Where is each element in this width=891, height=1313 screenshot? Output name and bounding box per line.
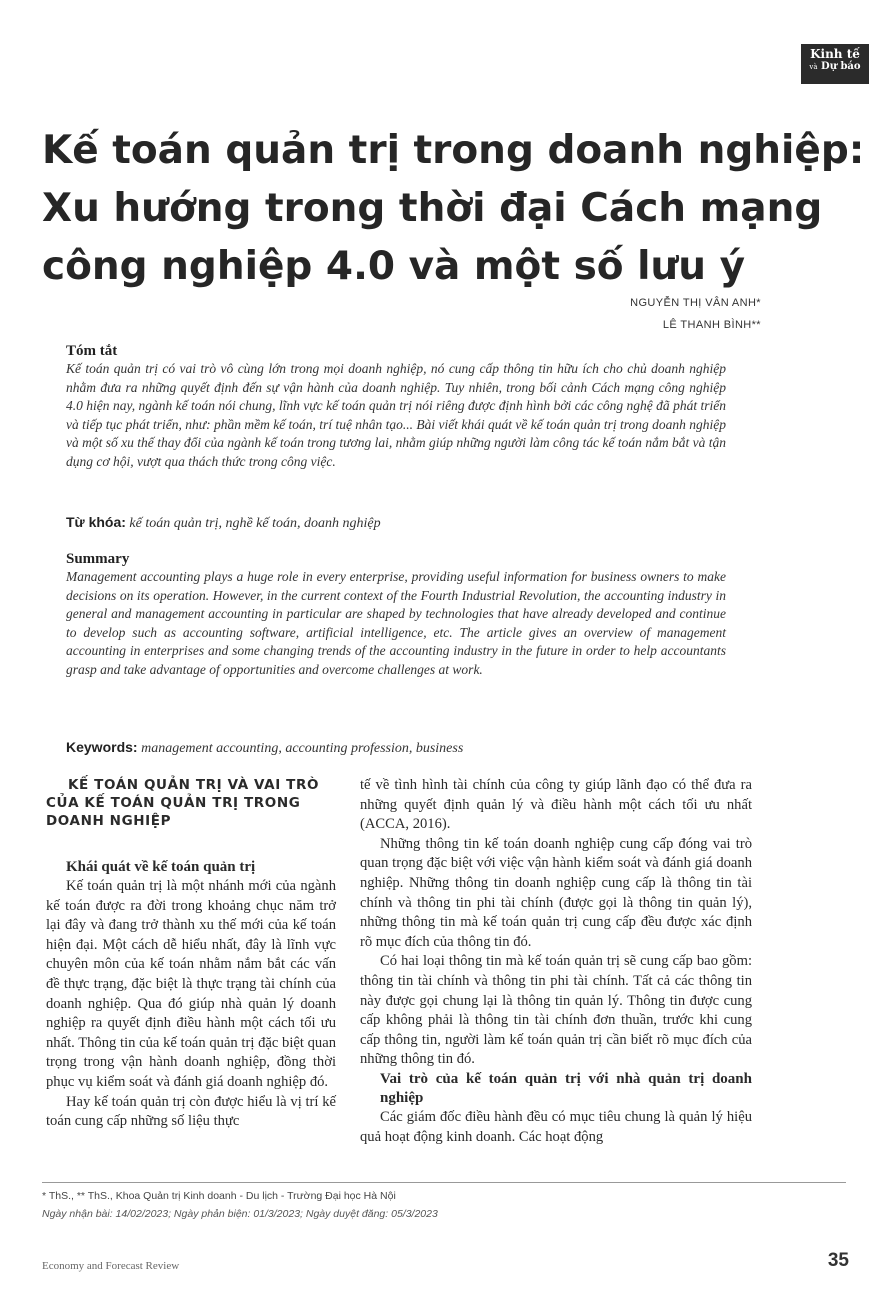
subheading-overview: Khái quát về kế toán quản trị	[66, 859, 256, 875]
journal-name: Economy and Forecast Review	[42, 1260, 180, 1272]
article-dates: Ngày nhận bài: 14/02/2023; Ngày phản biện: 01/3/2023; Ngày duyệt đăng: 05/3/2023	[42, 1208, 438, 1220]
title-line-1: Kế toán quản trị trong doanh nghiệp:	[42, 128, 865, 173]
section-heading-line-1: KẾ TOÁN QUẢN TRỊ VÀ VAI TRÒ	[68, 777, 320, 793]
abstract-vi-heading: Tóm tắt	[66, 343, 118, 359]
logo-line-1: Kinh tế	[810, 47, 860, 61]
title-line-3: công nghiệp 4.0 và một số lưu ý	[42, 244, 746, 289]
paragraph: Các giám đốc điều hành đều có mục tiêu chung là quản lý hiệu quả hoạt động kinh doanh. Các hoạt động	[360, 1108, 752, 1145]
authors	[630, 292, 761, 336]
paragraph: tế về tình hình tài chính của công ty giúp lãnh đạo có thể đưa ra những quyết định quản lý và điều hành một cách tối ưu nhất (ACCA, 2016).	[360, 777, 752, 833]
paragraph: Những thông tin kế toán doanh nghiệp cung cấp đóng vai trò quan trọng đặc biệt với việc vận hành kiểm soát và đánh giá doanh nghiệp. Những thông tin doanh nghiệp cung cấp là thông tin tài chính và thông tin phi tài chính (được gọi là thông tin quản lý), những thông tin mà kế toán quản trị cung cấp đều được xác định rõ mục đích của thông tin đó.	[360, 835, 752, 950]
abstract-en-heading: Summary	[66, 551, 130, 567]
paragraph: Có hai loại thông tin mà kế toán quản trị sẽ cung cấp bao gồm: thông tin tài chính và thông tin phi tài chính. Tất cả các thông tin này được gọi chung lại là thông tin quản lý. Thông tin được cung cấp không phải là thông tin tài chính đơn thuần, trước khi cung cấp thông tin, người làm kế toán quản trị cần biết rõ mục đích của những thông tin đó.	[360, 953, 752, 1068]
logo-line-2-small: và	[809, 63, 818, 71]
journal-logo	[801, 44, 869, 84]
abstract-vi-text: Kế toán quản trị có vai trò vô cùng lớn trong mọi doanh nghiệp, nó cung cấp thông tin hữu ích cho chủ doanh nghiệp nhằm đưa ra những quyết định đến sự vận hành của doanh nghiệp. Tuy nhiên, trong bối cảnh Cách mạng công nghiệp 4.0 hiện nay, ngành kế toán nói chung, lĩnh vực kế toán quản trị nói riêng được định hình bởi các công nghệ đã phát triển và tiếp tục phát triển, như: phần mềm kế toán, trí tuệ nhân tạo... Bài viết khái quát về kế toán quản trị trong doanh nghiệp và một số xu thế thay đổi của ngành kế toán trong tương lai, nhằm giúp những người làm công tác kế toán nắm bắt và tận dụng cơ hội, vượt qua thách thức trong công việc.	[66, 361, 727, 469]
author-2: LÊ THANH BÌNH**	[662, 319, 761, 331]
keywords-vietnamese	[66, 513, 746, 533]
title-line-2: Xu hướng trong thời đại Cách mạng	[42, 186, 823, 231]
page-number: 35	[827, 1250, 849, 1271]
author-1: NGUYỄN THỊ VÂN ANH*	[630, 297, 761, 309]
abstract-vietnamese	[66, 342, 726, 472]
keywords-vi-text: kế toán quản trị, nghề kế toán, doanh nghiệp	[129, 516, 381, 531]
keywords-en-text: management accounting, accounting profession, business	[141, 741, 464, 756]
section-heading-line-2: CỦA KẾ TOÁN QUẢN TRỊ TRONG	[46, 795, 301, 811]
abstract-en-text: Management accounting plays a huge role in every enterprise, providing useful information for business owners to make decisions on its operation. However, in the current context of the Fourth Industrial Revolution, the accounting industry in general and management accounting in particular are shaped by technologies that have already developed and continue to develop such as accounting software, artificial intelligence, etc. The article gives an overview of management accounting in enterprises and some changing trends of the accounting industry in the future in order to help accountants grasp and take advantage of opportunities and overcome challenges at work.	[66, 569, 726, 677]
article-title	[42, 122, 865, 296]
footnote-divider	[42, 1182, 846, 1183]
subheading-role: Vai trò của kế toán quản trị với nhà quản trị doanh nghiệp	[380, 1070, 752, 1106]
footnote: * ThS., ** ThS., Khoa Quản trị Kinh doanh - Du lịch - Trường Đại học Hà Nội	[42, 1190, 396, 1202]
left-column	[46, 776, 336, 1132]
right-column	[360, 776, 752, 1147]
paragraph: Hay kế toán quản trị còn được hiểu là vị trí kế toán cung cấp những số liệu thực	[46, 1093, 336, 1130]
logo-line-2-main: Dự báo	[821, 61, 861, 72]
section-heading	[46, 776, 336, 830]
logo-line-2	[801, 62, 869, 72]
paragraph: Kế toán quản trị là một nhánh mới của ngành kế toán được ra đời trong khoảng chục năm trở lại đây và đang trở thành xu thế mới của kế toán hiện đại. Một cách dễ hiểu nhất, đây là lĩnh vực chuyên môn của kế toán nhằm nắm bắt các vấn đề thực trạng, đặc biệt là thực trạng tài chính của doanh nghiệp. Qua đó giúp nhà quản lý doanh nghiệp ra quyết định điều hành một cách tối ưu nhất. Thông tin của kế toán quản trị đặc biệt quan trọng trong vận hành doanh nghiệp, đồng thời phục vụ kiểm soát và đánh giá doanh nghiệp đó.	[46, 878, 336, 1090]
keywords-en-label: Keywords:	[66, 739, 138, 755]
keywords-vi-label: Từ khóa:	[66, 514, 126, 530]
abstract-english	[66, 550, 726, 680]
section-heading-line-3: DOANH NGHIỆP	[46, 813, 172, 829]
keywords-english	[66, 738, 746, 758]
